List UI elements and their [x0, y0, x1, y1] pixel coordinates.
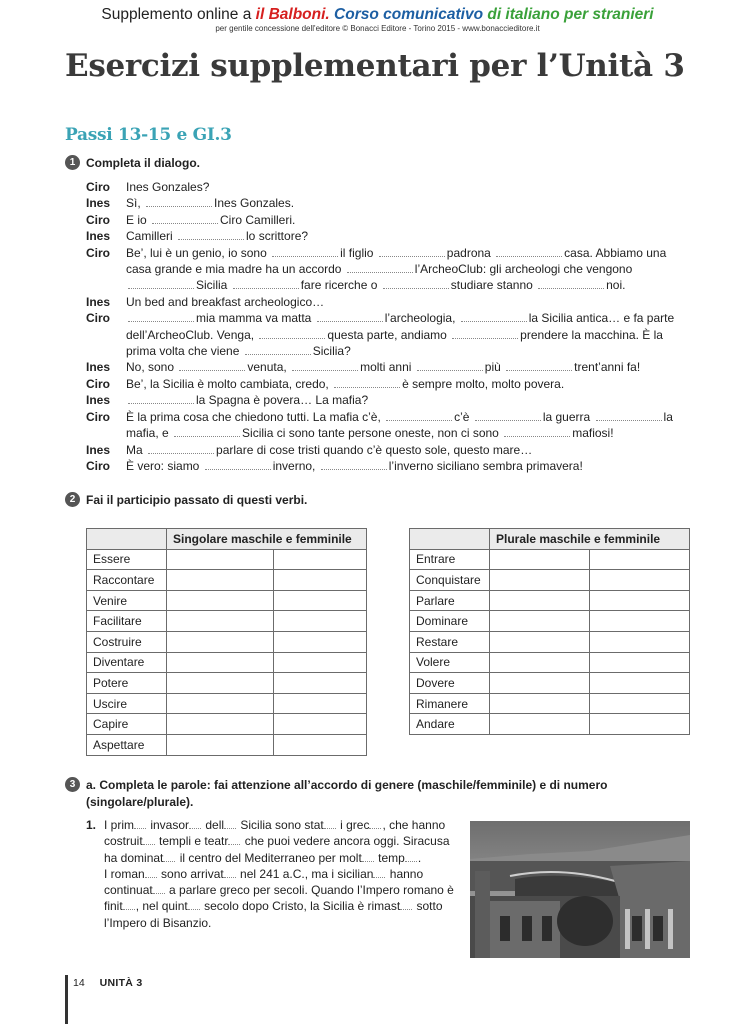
dialog-line [86, 359, 686, 375]
dialog-segment: Sicilia [196, 278, 231, 293]
answer-cell[interactable] [167, 570, 274, 591]
dialog-segment: lo scrittore? [246, 229, 309, 244]
dialog-text [126, 359, 686, 375]
dialog-segment: Sicilia? [312, 344, 351, 359]
dialog-segment: questa parte, andiamo [327, 327, 451, 342]
ending-blank[interactable] [228, 834, 240, 845]
header-blank-cell [410, 529, 490, 550]
dialog-segment: mafiosi! [572, 426, 614, 441]
table-header: Plurale maschile e femminile [490, 529, 690, 550]
dialog-text [126, 392, 686, 408]
dialog-segment: l’ArcheoClub: gli archeologi che vengono [414, 262, 633, 277]
paragraph-segment: a parlare greco per secoli. Quando l’Impero romano è finit [104, 883, 454, 914]
speaker-label: Ines [86, 442, 111, 457]
speaker-label: Ines [86, 229, 111, 244]
paragraph-segment: che puoi vedere ancora oggi. Siracusa ha dominat [104, 834, 450, 865]
fill-in-blank[interactable] [538, 277, 604, 289]
answer-cell[interactable] [590, 673, 690, 694]
dialog-text [126, 245, 686, 294]
fill-in-blank[interactable] [245, 343, 311, 355]
dialog-text [126, 409, 686, 442]
dialog-line [86, 442, 686, 458]
table-row [410, 673, 690, 694]
table-row [410, 631, 690, 652]
table-row [87, 673, 367, 694]
verb-cell: Volere [410, 652, 490, 673]
dialog-segment: la Sicilia antica… e fa parte dell’ArcheoClub. Venga, [126, 311, 675, 342]
ending-blank[interactable] [369, 818, 381, 829]
dialog-segment: la Spagna è povera… La mafia? [196, 393, 369, 408]
dialog-segment: fare ricerche o [300, 278, 381, 293]
answer-cell[interactable] [167, 611, 274, 632]
answer-cell[interactable] [590, 652, 690, 673]
answer-cell[interactable] [167, 693, 274, 714]
dialog-segment: mia mamma va matta [196, 311, 315, 326]
dialog-line [86, 245, 686, 294]
verb-cell: Dominare [410, 611, 490, 632]
dialog-text [126, 212, 686, 228]
dialog-segment: Be’, lui è un genio, io sono [126, 245, 271, 260]
ending-blank[interactable] [188, 899, 200, 910]
photo-taormina-theatre [470, 821, 690, 958]
table-row [87, 734, 367, 755]
answer-cell[interactable] [167, 673, 274, 694]
table-row [410, 590, 690, 611]
dialog-segment: prendere la macchina. È la prima volta che viene [126, 327, 663, 359]
table-row [410, 611, 690, 632]
table-row [410, 549, 690, 570]
dialog-segment: studiare stanno [450, 278, 537, 293]
dialog-segment: Ines Gonzales? [126, 180, 210, 194]
dialog-text [126, 458, 686, 474]
ending-blank[interactable] [145, 867, 157, 878]
item-number: 1. [86, 818, 97, 832]
table-row [410, 714, 690, 735]
fill-in-blank[interactable] [128, 310, 194, 322]
speaker-label: Ciro [86, 409, 110, 424]
table-row [87, 549, 367, 570]
fill-in-blank[interactable] [174, 425, 240, 437]
paragraph-segment: sotto l’Impero di Bisanzio. [104, 899, 443, 930]
dialog-segment: È la prima cosa che chiedono tutti. La mafia c’è, [126, 409, 385, 424]
dialog-segment: venuta, [247, 360, 291, 375]
paragraph-text [104, 817, 456, 931]
verb-cell: Entrare [410, 549, 490, 570]
speaker-label: Ciro [86, 245, 110, 260]
dialog-segment: più [484, 360, 505, 375]
fill-in-blank[interactable] [347, 261, 413, 273]
fill-in-blank[interactable] [146, 195, 212, 207]
dialog-segment: padrona [446, 245, 495, 260]
paragraph-segment: dell [202, 818, 225, 832]
dialog-line [86, 310, 686, 359]
fill-in-blank[interactable] [205, 458, 271, 470]
paragraph-segment: i grec [336, 818, 370, 832]
verb-cell: Costruire [87, 631, 167, 652]
dialog-text [126, 442, 686, 458]
fill-in-blank[interactable] [148, 442, 214, 454]
section-title: Passi 13-15 e GI.3 [65, 125, 232, 145]
banner [0, 6, 755, 33]
dialog-line [86, 376, 686, 392]
dialog-line [86, 458, 686, 474]
answer-cell[interactable] [274, 631, 367, 652]
dialog-text [126, 179, 686, 195]
answer-cell[interactable] [274, 611, 367, 632]
verb-cell: Diventare [87, 652, 167, 673]
table-row [87, 693, 367, 714]
speaker-label: Ciro [86, 376, 110, 391]
ending-blank[interactable] [362, 851, 374, 862]
table-row [87, 631, 367, 652]
exercise-3-heading [65, 777, 665, 810]
exercise-1-heading [65, 155, 200, 172]
ending-blank[interactable] [134, 818, 146, 829]
dialog-segment: Ines Gonzales. [214, 196, 295, 211]
table-header-row [87, 529, 367, 550]
dialog-segment: Ciro Camilleri. [220, 212, 296, 227]
verb-cell: Essere [87, 549, 167, 570]
fill-in-blank[interactable] [233, 277, 299, 289]
ending-blank[interactable] [224, 867, 236, 878]
speaker-label: Ines [86, 360, 111, 375]
fill-in-blank[interactable] [461, 310, 527, 322]
fill-in-blank[interactable] [383, 277, 449, 289]
fill-in-blank[interactable] [379, 245, 445, 257]
fill-in-blank[interactable] [452, 327, 518, 339]
table-row [410, 570, 690, 591]
verb-cell: Restare [410, 631, 490, 652]
answer-cell[interactable] [590, 714, 690, 735]
ending-blank[interactable] [224, 818, 236, 829]
banner-title [0, 6, 755, 24]
table-row [87, 590, 367, 611]
table-row [87, 714, 367, 735]
fill-in-blank[interactable] [128, 392, 194, 404]
dialog-segment: casa. Abbiamo una casa grande e mia madre ha un accordo [126, 245, 667, 277]
answer-cell[interactable] [167, 549, 274, 570]
verb-cell: Potere [87, 673, 167, 694]
dialog-segment: No, sono [126, 360, 178, 375]
dialog-line [86, 228, 686, 244]
dialog-line [86, 409, 686, 442]
speaker-label: Ciro [86, 311, 110, 326]
dialog-text [126, 195, 686, 211]
ending-blank[interactable] [163, 851, 175, 862]
dialog-segment: la guerra [542, 409, 594, 424]
dialog-line [86, 212, 686, 228]
exercise-1-instruction: Completa il dialogo. [86, 156, 201, 170]
answer-cell[interactable] [274, 570, 367, 591]
answer-cell[interactable] [590, 611, 690, 632]
paragraph-segment: , nel quint [135, 899, 188, 914]
fill-in-blank[interactable] [259, 327, 325, 339]
dialog-segment: E io [126, 212, 151, 227]
fill-in-blank[interactable] [475, 409, 541, 421]
speaker-label: Ines [86, 393, 111, 408]
answer-cell[interactable] [490, 590, 590, 611]
answer-cell[interactable] [274, 549, 367, 570]
ending-blank[interactable] [400, 899, 412, 910]
dialog-text [126, 310, 686, 359]
ending-blank[interactable] [143, 834, 155, 845]
paragraph-segment: nel 241 a.C., ma i sicilian [236, 866, 374, 881]
dialog-line [86, 195, 686, 211]
dialog-segment: Be’, la Sicilia è molto cambiata, credo, [126, 376, 333, 391]
answer-cell[interactable] [167, 590, 274, 611]
banner-brand: il Balboni. [255, 6, 330, 23]
dialog-segment: trent’anni fa! [574, 360, 641, 375]
banner-suffix: di italiano per stranieri [483, 6, 654, 23]
answer-cell[interactable] [490, 549, 590, 570]
dialog-segment: l’archeologia, [384, 311, 459, 326]
banner-course: Corso comunicativo [329, 6, 484, 23]
verb-cell: Rimanere [410, 693, 490, 714]
answer-cell[interactable] [274, 734, 367, 755]
answer-cell[interactable] [590, 549, 690, 570]
answer-cell[interactable] [490, 570, 590, 591]
footer-bar [65, 975, 68, 1024]
verb-cell: Facilitare [87, 611, 167, 632]
answer-cell[interactable] [590, 590, 690, 611]
paragraph-segment: il centro del Mediterraneo per molt [176, 850, 362, 865]
dialog-text [126, 294, 686, 310]
paragraph-segment: invasor [147, 818, 190, 832]
dialog-segment: la mafia, e [126, 409, 673, 441]
dialog-segment: È vero: siamo [126, 458, 203, 473]
dialog-segment: molti anni [360, 360, 415, 375]
dialog-text [126, 228, 686, 244]
photo-image [470, 821, 690, 958]
dialog-line [86, 179, 686, 195]
paragraph-segment: hanno continuat [104, 866, 424, 898]
paragraph-segment: templi e teatr [155, 834, 229, 849]
unit-label: UNITÀ 3 [99, 977, 143, 989]
dialog-segment: c’è [454, 409, 473, 424]
ending-blank[interactable] [373, 867, 385, 878]
verb-cell: Aspettare [87, 734, 167, 755]
dialog-line [86, 294, 686, 310]
dialog-segment: Camilleri [126, 229, 177, 244]
answer-cell[interactable] [490, 611, 590, 632]
fill-in-blank[interactable] [152, 212, 218, 224]
fill-in-blank[interactable] [506, 359, 572, 371]
answer-cell[interactable] [167, 734, 274, 755]
exercise-3-instruction: a. Completa le parole: fai attenzione all’accordo di genere (maschile/femminile) e di numero (singolare/plurale). [86, 778, 608, 809]
verb-cell: Parlare [410, 590, 490, 611]
table-row [410, 693, 690, 714]
speaker-label: Ciro [86, 212, 110, 227]
page-number: 14 [73, 977, 85, 989]
fill-in-blank[interactable] [272, 245, 338, 257]
exercise-3-paragraph [86, 817, 456, 931]
ending-blank[interactable] [189, 818, 201, 829]
ending-blank[interactable] [123, 899, 135, 910]
dialog-segment: inverno, [272, 458, 319, 473]
answer-cell[interactable] [167, 631, 274, 652]
fill-in-blank[interactable] [178, 228, 244, 240]
speaker-label: Ines [86, 294, 111, 309]
fill-in-blank[interactable] [128, 277, 194, 289]
answer-cell[interactable] [590, 631, 690, 652]
exercise-number-badge: 1 [65, 155, 80, 170]
verb-cell: Andare [410, 714, 490, 735]
dialog-segment: Sì, [126, 196, 145, 211]
verb-cell: Uscire [87, 693, 167, 714]
exercise-number-badge: 3 [65, 777, 80, 792]
answer-cell[interactable] [490, 652, 590, 673]
fill-in-blank[interactable] [504, 425, 570, 437]
verb-cell: Dovere [410, 673, 490, 694]
paragraph-segment: I prim [104, 818, 134, 832]
paragraph-segment: secolo dopo Cristo, la Sicilia è rimast [200, 899, 401, 914]
fill-in-blank[interactable] [417, 359, 483, 371]
answer-cell[interactable] [490, 714, 590, 735]
exercise-number-badge: 2 [65, 492, 80, 507]
table-singular [86, 528, 367, 756]
ending-blank[interactable] [405, 851, 417, 862]
table-plural [409, 528, 690, 735]
answer-cell[interactable] [167, 714, 274, 735]
table-row [87, 652, 367, 673]
answer-cell[interactable] [274, 693, 367, 714]
verb-cell: Capire [87, 714, 167, 735]
dialog-segment: noi. [606, 278, 626, 293]
verb-cell: Raccontare [87, 570, 167, 591]
dialog-segment: l’inverno siciliano sembra primavera! [388, 458, 583, 473]
fill-in-blank[interactable] [386, 409, 452, 421]
dialog-segment: parlare di cose tristi quando c’è questo sole, questo mare… [216, 442, 533, 457]
answer-cell[interactable] [274, 652, 367, 673]
speaker-label: Ciro [86, 180, 110, 194]
verb-cell: Venire [87, 590, 167, 611]
table-header: Singolare maschile e femminile [167, 529, 367, 550]
answer-cell[interactable] [590, 570, 690, 591]
table-row [410, 652, 690, 673]
dialog-segment: è sempre molto, molto povera. [402, 376, 565, 391]
dialog-text [126, 376, 686, 392]
dialog-segment: Un bed and breakfast archeologico… [126, 294, 325, 309]
paragraph-segment: . [417, 850, 422, 865]
dialog-segment: Sicilia ci sono tante persone oneste, non ci sono [242, 426, 503, 441]
fill-in-blank[interactable] [292, 359, 358, 371]
dialog [86, 179, 686, 474]
answer-cell[interactable] [590, 693, 690, 714]
paragraph-segment: , che hanno costruit [104, 818, 446, 849]
speaker-label: Ines [86, 196, 111, 211]
fill-in-blank[interactable] [496, 245, 562, 257]
ending-blank[interactable] [324, 818, 336, 829]
answer-cell[interactable] [490, 631, 590, 652]
dialog-line [86, 392, 686, 408]
page-title: Esercizi supplementari per l’Unità 3 [65, 48, 685, 84]
answer-cell[interactable] [274, 714, 367, 735]
table-row [87, 570, 367, 591]
dialog-segment: Ma [126, 442, 147, 457]
exercise-2-instruction: Fai il participio passato di questi verbi. [86, 493, 308, 507]
table-row [87, 611, 367, 632]
fill-in-blank[interactable] [317, 310, 383, 322]
fill-in-blank[interactable] [321, 458, 387, 470]
answer-cell[interactable] [274, 590, 367, 611]
ending-blank[interactable] [153, 883, 165, 894]
answer-cell[interactable] [490, 673, 590, 694]
answer-cell[interactable] [490, 693, 590, 714]
exercise-2-heading [65, 492, 307, 509]
table-header-row [410, 529, 690, 550]
banner-prefix: Supplemento online a [101, 6, 256, 23]
fill-in-blank[interactable] [179, 359, 245, 371]
paragraph-segment: sono arrivat [157, 866, 224, 881]
paragraph-segment: temp [374, 850, 405, 865]
header-blank-cell [87, 529, 167, 550]
answer-cell[interactable] [274, 673, 367, 694]
banner-credit: per gentile concessione dell'editore © Bonacci Editore - Torino 2015 - www.bonaccieditore.it [215, 24, 540, 33]
paragraph-segment: Sicilia sono stat [237, 818, 324, 832]
footer [73, 977, 143, 989]
speaker-label: Ciro [86, 458, 110, 473]
fill-in-blank[interactable] [596, 409, 662, 421]
dialog-segment: il figlio [340, 245, 377, 260]
answer-cell[interactable] [167, 652, 274, 673]
paragraph-segment: I roman [104, 866, 145, 881]
fill-in-blank[interactable] [334, 376, 400, 388]
verb-cell: Conquistare [410, 570, 490, 591]
